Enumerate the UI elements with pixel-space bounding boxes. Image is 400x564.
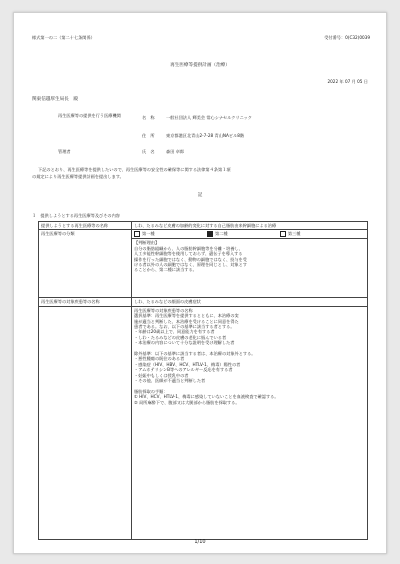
provider-org-label: 再生医療等の提供を行う医療機関 (58, 113, 121, 118)
provider-address-label: 住 所 (142, 133, 155, 138)
row-value: しわ、たるみなど皮膚の加齢的変化に対する自己脂肪由来幹細胞による治療 (132, 222, 368, 230)
table-row (39, 298, 368, 306)
checkbox-icon[interactable] (134, 231, 140, 237)
text-line: ・本治療の内容について十分な説明を受け理解した者 (134, 340, 235, 346)
kind-1-label: 第一種 (142, 231, 155, 237)
row-label (39, 306, 132, 539)
text-line: ・年齢は20歳以上で、同意能力を有する者 (134, 329, 215, 335)
text-line: 患者である。なお、以下の基準に該当する者とする。 (134, 324, 235, 330)
text-line: ① HIV、HCV、HTLV-1、梅毒に感染していないことを血液検査で確認する。 (134, 394, 279, 400)
row-label: 再生医療等の対象疾患等の名称 (39, 298, 132, 306)
intro-line-2: の規定により再生医療等提供計画を提出します。 (32, 174, 124, 179)
text-line: 脂肪採取の手順： (134, 388, 168, 394)
intro-line-1: 下記のとおり、再生医療等を提供したいので、再生医療等の安全性の確保等に関する法律第４条第１項 (38, 167, 231, 172)
kind-3-label: 第三種 (287, 231, 301, 237)
text-line: 自分の脂肪組織から、人の脂肪幹細胞等を分離・培養し、 (134, 245, 243, 251)
text-line: 選択基準：再生医療等を提供するとともに、本治療の実 (134, 313, 239, 319)
submission-date: 2022 年 07 月 05 日 (327, 79, 368, 84)
section-1-heading: １ 提供しようとする再生医療等及びその内容 (32, 213, 120, 218)
text-line: ける者以外の人の細胞ではなく、原理を同じとし、対象とす (134, 262, 247, 268)
text-line: 人工多能性幹細胞等を使用しておらず、遺伝子を導入する (134, 251, 243, 257)
checkbox-checked-icon[interactable] (207, 231, 213, 237)
addressee: 関東信越厚生局長 殿 (32, 97, 78, 102)
kind-selector (132, 230, 368, 239)
manager-name-label: 氏 名 (142, 149, 155, 154)
row-label: 提供しようとする再生医療等の名称 (39, 222, 132, 230)
text-line: ・妊娠中もしくは授乳中の者 (134, 372, 189, 378)
manager-name: 森田 卓郎 (166, 149, 185, 154)
text-line: 再生医療等の対象疾患等の名称 (134, 307, 193, 313)
text-line: ・感染症（HIV、HBV、HCV、HTLV-1、梅毒）陽性の者 (134, 361, 241, 367)
text-line: ることから、第二種に該当する。 (134, 267, 197, 273)
plan-table (38, 221, 368, 540)
criteria-text (132, 306, 368, 539)
manager-label: 管理者 (58, 149, 71, 154)
document-title: 再生医療等提供計画（治療） (170, 63, 230, 68)
text-line: ② 局所麻酔下で、腹部又は大腿部から脂肪を採取する。 (134, 399, 240, 405)
row-value: しわ、たるみなどの顔面の皮膚症状 (132, 298, 368, 306)
form-number: 様式第一の二（第二十七条関係） (32, 35, 95, 40)
document-page (13, 12, 387, 554)
row-label: 再生医療等の分類 (39, 230, 132, 298)
table-row (39, 306, 368, 539)
kind-2-label: 第二種 (214, 231, 228, 237)
text-line: 【判断理由】 (134, 240, 160, 246)
checkbox-icon[interactable] (280, 231, 286, 237)
table-row (39, 222, 368, 230)
text-line: ・しわ・たるみなどの皮膚の老化に悩んでいる者 (134, 334, 227, 340)
text-line: ・悪性腫瘍の既往のある者 (134, 356, 185, 362)
page-number: 1/10 (194, 539, 206, 545)
provider-address: 東京都港区北青山2-7-28 青山NAビル8階 (166, 133, 245, 138)
text-line: 操作を行った細胞ではなく、動物の細胞ではなく、投与を受 (134, 256, 247, 262)
text-line: 除外基準：以下の基準に該当する者は、本治療の対象外とする。 (134, 351, 256, 357)
classification-reason (132, 239, 368, 298)
text-line: 施が適当と判断した、本治療を受けることに同意を得た (134, 318, 239, 324)
provider-name-label: 名 称 (142, 115, 155, 120)
text-line: ・アムホテリシンB等へのアレルギー反応を有する者 (134, 367, 233, 373)
provider-name: 一般社団法人 輝美会 常心シナセルクリニック (166, 115, 252, 120)
text-line: ・その他、医師が不適当と判断した者 (134, 378, 206, 384)
ki-heading: 記 (197, 193, 203, 198)
table-row (39, 230, 368, 239)
receipt-number: 受付番号：0(C32)0039 (324, 35, 370, 40)
